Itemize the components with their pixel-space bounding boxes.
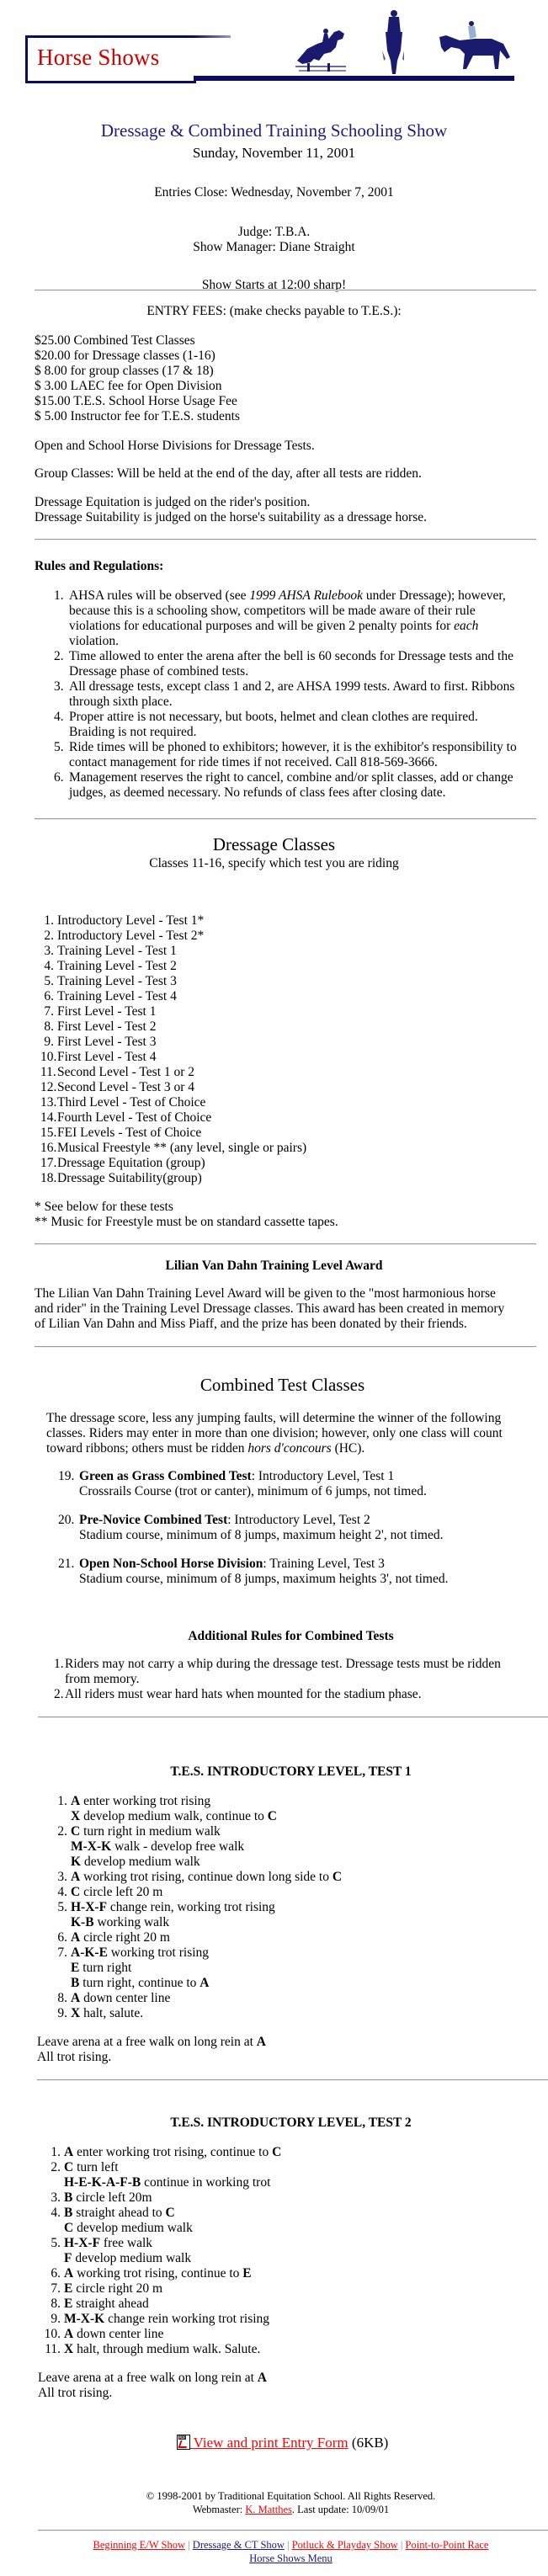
arena-letter: K-B [71,1915,94,1929]
movement-line [44,2281,465,2297]
intro-text: (HC). [331,1441,365,1456]
movement-number: 3. [57,1870,67,1884]
test1-heading: T.E.S. INTRODUCTORY LEVEL, TEST 1 [170,1764,412,1779]
footnote-double: ** Music for Freestyle must be on standard cassette tapes. [35,1215,338,1229]
rule-text: through sixth place. [69,695,173,709]
divider [35,539,536,540]
movement-line [51,1945,471,1961]
rule-text: Riders may not carry a whip during the dressage test. Dressage tests must be ridden [65,1657,501,1671]
award-text: and rider" in the Training Level Dressage classes. This award has been created in memory [35,1301,505,1316]
class-number: 9. [44,1035,54,1049]
movement-text: straight ahead [72,2297,149,2311]
dressage-class-item [40,1050,377,1065]
page-title: Dressage & Combined Training Schooling Show [100,120,448,141]
nav-link-beginning-show[interactable]: Beginning E/W Show [93,2539,186,2551]
class-number: 20. [58,1513,75,1527]
arena-letter: A [64,2266,74,2281]
award-text: The Lilian Van Dahn Training Level Award will be given to the "most harmonious horse [35,1286,496,1301]
equitation-note: Dressage Equitation is judged on the rider's position. [35,495,311,509]
fee-item: $ 3.00 LAEC fee for Open Division [35,379,222,393]
rule-item: 3. All dressage tests, except class 1 and 2, are AHSA 1999 tests. Award to first. Ribbons through sixth place. [54,679,542,710]
class-number: 15. [40,1126,57,1140]
footer-nav [17,2538,548,2552]
class-number: 2. [44,929,54,943]
entries-close: Entries Close: Wednesday, November 7, 2001 [154,185,394,200]
dressage-class-item [40,1126,377,1141]
test2-heading: T.E.S. INTRODUCTORY LEVEL, TEST 2 [170,2116,412,2130]
movement-line [44,2266,465,2281]
movement-line [44,2160,465,2175]
arena-letter: H-X-F [64,2236,101,2250]
leave-text: Leave arena at a free walk on long rein at [38,2371,258,2385]
rule-text: Braiding is not required. [69,725,197,739]
nav-link-potluck-show[interactable]: Potluck & Playday Show [291,2539,398,2551]
dressage-class-item [40,1095,377,1110]
horse-shows-menu-link[interactable]: Horse Shows Menu [249,2552,333,2564]
movement-line [51,1809,471,1824]
movement-number: 4. [51,2206,61,2220]
movement-line [44,2251,465,2266]
class-number: 3. [44,944,54,958]
movement-line [51,2006,471,2021]
movement-text: continue in working trot [141,2175,271,2190]
class-label: Second Level - Test 3 or 4 [57,1080,195,1094]
western-horse-image [438,19,518,77]
movement-text: turn left [73,2160,119,2174]
rules-heading: Rules and Regulations: [35,559,164,573]
arena-letter: E [64,2281,73,2296]
combined-classes-heading: Combined Test Classes [200,1375,365,1395]
dressage-class-item [40,1065,377,1080]
additional-rules-list [54,1657,542,1702]
arena-letter: C [64,2221,74,2235]
nav-link-point-to-point[interactable]: Point-to-Point Race [405,2539,489,2551]
dressage-heading-wrap [0,834,548,854]
footer-menu-row [17,2552,548,2565]
movement-text: circle right 20 m [72,2281,163,2296]
dressage-class-item [40,929,377,944]
dressage-class-item [40,1019,377,1035]
divider [37,2079,548,2081]
movement-line [44,2297,465,2312]
movement-line [44,2236,465,2251]
class-number: 18. [40,1171,57,1185]
movement-number: 2. [51,2160,61,2174]
arena-letter: X [71,1809,81,1823]
dressage-class-item [40,944,377,959]
arena-letter: A [257,2371,267,2385]
movement-text: develop medium walk [73,2221,193,2235]
class-number: 4. [44,959,54,973]
class-number: 21. [58,1557,75,1571]
last-update: . Last update: 10/09/01 [291,2504,390,2515]
fee-item: $20.00 for Dressage classes (1-16) [35,349,215,363]
movement-text: straight ahead to [72,2206,166,2220]
class-test: : Training Level, Test 3 [263,1557,385,1571]
class-test: : Introductory Level, Test 1 [251,1469,395,1483]
arena-letter: A-K-E [71,1945,108,1960]
fee-item: $25.00 Combined Test Classes [35,333,195,348]
dressage-horse-front-image [379,8,409,77]
movement-number: 3. [51,2190,61,2205]
class-label: First Level - Test 2 [57,1019,157,1034]
movement-line [51,1855,471,1870]
jumping-horse-image [290,24,358,74]
arena-letter: C [71,1885,81,1899]
rule-item: 5. Ride times will be phoned to exhibitors; however, it is the exhibitor's responsibility to contact management for ride times if not received. Call 818-569-3666. [54,740,542,770]
class-number: 7. [44,1004,54,1019]
rule-text: violation. [69,634,119,648]
dressage-class-item [40,974,377,989]
combined-class-item [58,1469,529,1499]
arena-letter: X [71,2006,81,2020]
entry-form-row [8,2435,548,2451]
nav-separator: | [185,2539,193,2551]
rule-text: Time allowed to enter the arena after the bell is 60 seconds for Dressage tests and the [69,649,513,663]
class-name: Open Non-School Horse Division [79,1557,263,1571]
class-label: Musical Freestyle ** (any level, single or pairs) [57,1141,307,1155]
class-number: 8. [44,1019,54,1034]
arena-letter: E [71,1961,80,1975]
show-date: Sunday, November 11, 2001 [192,145,356,161]
dressage-class-item [40,1080,377,1095]
divider [35,1243,536,1245]
movement-text: change rein working trot rising [104,2312,270,2326]
movement-text: circle left 20m [72,2190,152,2205]
nav-separator: | [284,2539,292,2551]
rule-text: Proper attire is not necessary, but boots, helmet and clean clothes are required. [69,710,478,724]
class-label: Training Level - Test 2 [57,959,177,973]
movement-line [51,1976,471,1991]
movement-line [51,1930,471,1945]
pdf-icon[interactable]: PDF [177,2435,190,2450]
additional-rules-heading: Additional Rules for Combined Tests [188,1629,394,1643]
class-label: Introductory Level - Test 2* [57,929,205,943]
class-number: 17. [40,1156,57,1170]
rule-item: 6. Management reserves the right to cancel, combine and/or split classes, add or change judges, as deemed necessary. No refunds of class fees after closing date. [54,770,542,801]
arena-letter: E [64,2297,73,2311]
arena-letter: C [165,2206,175,2220]
movement-number: 7. [57,1945,67,1960]
rule-text: judges, as deemed necessary. No refunds of class fees after closing date. [69,785,446,800]
arena-letter: X [64,2342,74,2356]
rules-list [54,588,542,801]
rule-text: under Dressage); however, [362,588,506,603]
rule-text: from memory. [65,1672,140,1686]
arena-letter: A [71,1930,81,1945]
movement-text: turn right [79,1961,132,1975]
movement-text: working trot rising, continue to [73,2266,243,2281]
test2-all-trot: All trot rising. [38,2386,113,2400]
rule-item: 1. AHSA rules will be observed (see 1999 AHSA Rulebook under Dressage); however, because this is a schooling show, competitors will be made aware of their rule violations for educational purposes and will be given 2 penalty points for each violation. [54,588,542,649]
movement-number: 8. [51,2297,61,2311]
movement-number: 5. [57,1900,67,1914]
judge: Judge: T.B.A. [237,225,311,239]
movement-text: enter working trot rising [80,1794,211,1808]
arena-letter: A [64,2145,74,2159]
leave-text: Leave arena at a free walk on long rein at [37,2035,257,2049]
class-label: FEI Levels - Test of Choice [57,1126,202,1140]
arena-letter: B [64,2206,73,2220]
movement-text: circle left 20 m [80,1885,163,1899]
entry-form-link[interactable]: View and print Entry Form [189,2435,348,2451]
combined-intro [46,1411,503,1456]
class-number: 14. [40,1110,57,1125]
webmaster-label: Webmaster: [192,2504,246,2515]
arena-letter: H-X-F [71,1900,108,1914]
award-heading: Lilian Van Dahn Training Level Award [165,1259,383,1273]
movement-text: halt, through medium walk. Salute. [73,2342,261,2356]
copyright: © 1998-2001 by Traditional Equitation School. All Rights Reserved. [146,2490,436,2502]
movement-number: 6. [57,1930,67,1945]
class-number: 19. [58,1469,75,1483]
class-number: 13. [40,1095,57,1110]
nav-link-dressage-ct-show[interactable]: Dressage & CT Show [192,2539,285,2551]
movement-line [44,2190,465,2206]
footnote-single: * See below for these tests [35,1200,173,1214]
movement-number: 8. [57,1991,67,2005]
class-label: Training Level - Test 4 [57,989,177,1003]
dressage-class-item [40,1110,377,1126]
suitability-note: Dressage Suitability is judged on the horse's suitability as a dressage horse. [35,510,427,524]
arena-letter: E [242,2266,252,2281]
combined-heading-wrap [8,1375,548,1395]
rule-emphasis: each [454,619,479,633]
dressage-class-list [40,913,377,1186]
movement-text: develop medium walk, continue to [80,1809,268,1823]
nav-separator: | [397,2539,406,2551]
dressage-class-item [40,959,377,974]
fee-list [35,333,240,424]
entry-form-size: (6KB) [348,2435,389,2451]
dressage-class-item [40,913,377,929]
movement-text: working trot rising, continue down long side to [80,1870,333,1884]
movement-line [51,1915,471,1930]
arena-letter: A [64,2327,74,2341]
arena-letter: M-X-K [71,1839,112,1854]
intro-text: classes. Riders may enter in more than one division; however, only one class will count [46,1426,503,1440]
movement-number: 9. [57,2006,67,2020]
class-detail: Stadium course, minimum of 8 jumps, maximum height 2', not timed. [79,1528,444,1542]
class-label: Second Level - Test 1 or 2 [57,1065,195,1079]
class-label: Dressage Equitation (group) [57,1156,205,1170]
movement-text: down center line [73,2327,164,2341]
rule-text: violations for educational purposes and will be given 2 penalty points for [69,619,455,633]
movement-text: free walk [100,2236,153,2250]
movement-number: 4. [57,1885,67,1899]
movement-line [44,2206,465,2221]
rule-text: contact management for ride times if not received. Call 818-569-3666. [69,755,438,769]
dressage-class-item [40,1004,377,1019]
award-text: of Lilian Van Dahn and Miss Piaff, and the prize has been donated by their friends. [35,1317,467,1331]
test2-movements [44,2145,465,2357]
rule-text: Ride times will be phoned to exhibitors; however, it is the exhibitor's responsibility to [69,740,517,754]
movement-line [44,2312,465,2327]
dressage-classes-heading: Dressage Classes [212,834,336,854]
award-description [35,1286,504,1332]
rule-text: because this is a schooling show, competitors will be made aware of their rule [69,604,476,618]
class-number: 6. [44,989,54,1003]
class-name: Green as Grass Combined Test [79,1469,252,1483]
arena-letter: C [267,1809,277,1823]
movement-text: working trot rising [107,1945,210,1960]
intro-emphasis: hors d'concours [247,1441,332,1456]
class-label: Training Level - Test 1 [57,944,177,958]
movement-text: turn right in medium walk [80,1824,221,1839]
class-detail: Crossrails Course (trot or canter), minimum of 6 jumps, not timed. [79,1484,427,1498]
arena-letter: B [64,2190,73,2205]
divider [38,1716,548,1718]
additional-rule-item: 2. All riders must wear hard hats when mounted for the stadium phase. [54,1687,542,1702]
rule-text: Dressage phase of combined tests. [69,664,249,679]
class-label: First Level - Test 4 [57,1050,157,1064]
movement-text: develop medium walk [72,2251,192,2265]
arena-letter: A [256,2035,266,2049]
class-label: Training Level - Test 3 [57,974,177,988]
class-detail: Stadium course, minimum of 8 jumps, maximum heights 3', not timed. [79,1572,449,1586]
rule-text: AHSA rules will be observed (see [69,588,250,603]
movement-text: enter working trot rising, continue to [73,2145,273,2159]
class-label: First Level - Test 1 [57,1004,157,1019]
divider [35,290,536,291]
combined-class-item [58,1513,529,1543]
rule-item: 2. Time allowed to enter the arena after the bell is 60 seconds for Dressage tests and the Dressage phase of combined tests. [54,649,542,679]
movement-number: 7. [51,2281,61,2296]
banner-gradient-bar [194,35,231,38]
test1-movements [51,1794,471,2021]
movement-text: down center line [80,1991,171,2005]
intro-text: toward ribbons; others must be ridden [46,1441,248,1456]
arena-letter: A [71,1794,81,1808]
arena-letter: C [71,1824,81,1839]
class-label: Fourth Level - Test of Choice [57,1110,212,1125]
movement-line [44,2342,465,2357]
dressage-class-item [40,1171,377,1186]
fee-item: $ 5.00 Instructor fee for T.E.S. students [35,409,240,423]
class-number: 1. [44,913,54,928]
movement-line [51,1839,471,1855]
arena-letter: C [272,2145,282,2159]
dressage-subheading: Classes 11-16, specify which test you are riding [149,856,399,870]
fee-item: $ 8.00 for group classes (17 & 18) [35,364,214,378]
movement-line [51,1824,471,1839]
class-number: 12. [40,1080,57,1094]
movement-text: circle right 20 m [80,1930,170,1945]
movement-number: 1. [57,1794,67,1808]
movement-text: change rein, working trot rising [107,1900,275,1914]
dressage-class-item [40,1156,377,1171]
movement-line [51,1991,471,2006]
movement-line [51,1870,471,1885]
rule-text: All dressage tests, except class 1 and 2, are AHSA 1999 tests. Award to first. Ribbons [69,679,515,694]
arena-letter: F [64,2251,72,2265]
movement-line [51,1961,471,1976]
show-manager: Show Manager: Diane Straight [193,240,355,254]
class-label: Introductory Level - Test 1* [57,913,205,928]
divisions-note: Open and School Horse Divisions for Dressage Tests. [35,439,315,453]
arena-letter: C [332,1870,343,1884]
show-start-time: Show Starts at 12:00 sharp! [201,278,347,292]
test1-all-trot: All trot rising. [37,2050,112,2064]
webmaster-line [17,2504,548,2516]
class-test: : Introductory Level, Test 2 [227,1513,370,1527]
rule-text: All riders must wear hard hats when mounted for the stadium phase. [65,1687,422,1701]
arena-letter: C [64,2160,74,2174]
divider [35,1346,536,1348]
movement-number: 11. [45,2342,61,2356]
rule-text: Management reserves the right to cancel, combine and/or split classes, add or change [69,770,513,785]
combined-class-item [58,1557,529,1587]
movement-line [51,1885,471,1900]
movement-line [44,2221,465,2236]
movement-number: 5. [51,2236,61,2250]
group-classes-note: Group Classes: Will be held at the end of the day, after all tests are ridden. [35,466,422,481]
movement-text: turn right, continue to [79,1976,200,1990]
movement-line [51,1900,471,1915]
class-number: 5. [44,974,54,988]
arena-letter: M-X-K [64,2312,105,2326]
additional-rule-item: 1. Riders may not carry a whip during the dressage test. Dressage tests must be ridden from memory. [54,1657,542,1687]
dressage-class-item [40,1035,377,1050]
rule-item: 4. Proper attire is not necessary, but boots, helmet and clean clothes are required. Braiding is not required. [54,710,542,740]
test1-leave-arena [37,2035,266,2050]
movement-number: 9. [51,2312,61,2326]
movement-number: 6. [51,2266,61,2281]
arena-letter: B [71,1976,80,1990]
class-name: Pre-Novice Combined Test [79,1513,228,1527]
banner-title: Horse Shows [37,45,160,70]
arena-letter: A [71,1870,81,1884]
intro-text: The dressage score, less any jumping faults, will determine the winner of the following [46,1411,502,1425]
class-number: 11. [40,1065,56,1079]
class-number: 10. [40,1050,57,1064]
divider [38,2530,548,2531]
movement-line [51,1794,471,1809]
arena-letter: A [71,1991,81,2005]
movement-line [44,2175,465,2190]
class-label: First Level - Test 3 [57,1035,157,1049]
movement-text: working walk [93,1915,170,1929]
fee-item: $15.00 T.E.S. School Horse Usage Fee [35,394,237,408]
dressage-class-item [40,1141,377,1156]
movement-text: halt, salute. [80,2006,144,2020]
rulebook-title: 1999 AHSA Rulebook [249,588,363,603]
dressage-class-item [40,989,377,1004]
divider [35,818,536,820]
webmaster-link[interactable]: K. Matthes [245,2504,292,2515]
movement-number: 1. [51,2145,61,2159]
class-label: Third Level - Test of Choice [57,1095,206,1110]
movement-number: 10. [44,2327,61,2341]
movement-text: develop medium walk [81,1855,200,1869]
movement-text: walk - develop free walk [111,1839,245,1854]
entry-fees-heading: ENTRY FEES: (make checks payable to T.E.S.): [146,304,402,318]
arena-letter: K [71,1855,82,1869]
class-label: Dressage Suitability(group) [57,1171,202,1185]
class-number: 16. [40,1141,57,1155]
movement-number: 2. [57,1824,67,1839]
test2-leave-arena [38,2371,267,2386]
arena-letter: H-E-K-A-F-B [64,2175,141,2190]
movement-line [44,2145,465,2160]
movement-line [44,2327,465,2342]
arena-letter: A [200,1976,210,1990]
